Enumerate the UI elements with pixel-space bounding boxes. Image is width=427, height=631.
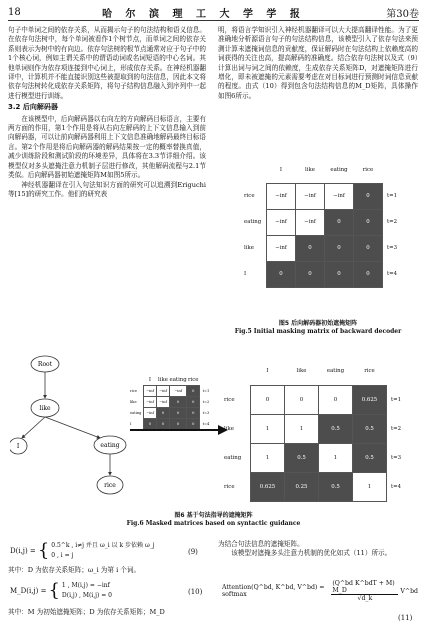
eq10-lhs: M_D(i,j) =	[10, 586, 47, 595]
matrix-cell: 0.625	[353, 385, 387, 414]
page-header	[8, 4, 419, 21]
eq9-lhs: D(i,j) =	[10, 546, 36, 555]
eq11-lhs: Attention(Q^bd, K^bd, V^bd) = softmax	[222, 584, 325, 598]
corner	[130, 375, 144, 385]
time-step: t=1	[391, 396, 402, 403]
col-header: like	[158, 376, 168, 383]
row-label: like	[224, 425, 234, 432]
matrix-cell: −inf	[144, 385, 157, 396]
matrix-cell: 0	[354, 261, 383, 287]
matrix-cell: −inf	[325, 183, 354, 209]
fig5-matrix	[244, 158, 411, 288]
para: 神经机器翻译在引入句法知识方面的研究可以追溯到Eriguchi等[15]的研究工作。他们的研究表	[8, 180, 206, 198]
para: 句子中单词之间的依存关系，从而揭示句子的句法结构和语义信息。在依存句法树中，每个单词被看作1个树节点，而单词之间的依存关系则表示为树中的有向边。依存句法树的根节点通常对应于句子中的1个核心词，例如主谓关系中的谓语动词或名词短语的中心名词。其他单词则作为依存项连接到中心词上，形成依存关系。在神经机器翻译中，计算机并不能直接识别这些被提取到的句法信息，因此本文将依存句法树转化成依存关系矩阵，将句子结构信息融入到序列中一起进行模型进行训练。	[8, 26, 206, 100]
left-column	[8, 26, 206, 199]
matrix-cell: −inf	[144, 396, 157, 407]
matrix-cell: −inf	[267, 235, 296, 261]
matrix-cell: 0	[296, 261, 325, 287]
transform-arrow	[130, 425, 230, 435]
corner	[244, 158, 267, 183]
matrix-cell: 1	[285, 414, 319, 443]
equation-11	[222, 580, 418, 602]
matrix-cell: −inf	[144, 407, 157, 418]
col-header: rice	[187, 376, 199, 383]
matrix-cell: 0.25	[285, 472, 319, 501]
matrix-cell: −inf	[267, 209, 296, 235]
equation-9: D(i,j) = { 0.5^k , i≠j 并且 ω_i 以 k 步依赖 ω_j 0 , i = j	[10, 540, 155, 561]
matrix-cell: 0	[296, 235, 325, 261]
matrix-cell: 0.5	[353, 414, 387, 443]
matrix-cell: 0	[157, 407, 170, 418]
matrix-cell: −inf	[170, 385, 187, 396]
matrix-cell: −inf	[267, 183, 296, 209]
col-header: eating	[330, 167, 348, 174]
eq11-frac-top: (Q^bd K^bdT + M) M_D	[331, 580, 398, 595]
col-header: like	[305, 167, 315, 174]
eq9-case1: 0.5^k , i≠j 并且 ω_i 以 k 步依赖 ω_j	[51, 541, 155, 549]
matrix-cell: 0.5	[319, 414, 353, 443]
para: 在该模型中，后向解码器以右向左的方向解码目标语言，主要有两方面的作用，第1个作用是将从右向左解码的上下文信息输入到前向解码器，可以让前向解码器利用上下文信息准确地解码最终目标语言。第2个作用是将后向解码器的解码结果按一定的概率替换真值，减少训练阶段和测试阶段的环境差异，具体将在3.3节详细介绍。该模型仅对多头遮掩注意力机制子层进行修改，其他解码流程与2.1节类似。后向解码器初始遮掩矩阵M如图5所示。	[8, 114, 206, 180]
eq10-number: (10)	[188, 588, 203, 596]
matrix-cell: 0	[187, 418, 200, 429]
row-label: eating	[130, 410, 142, 415]
col-header: I	[266, 367, 269, 374]
matrix-cell: 0	[267, 261, 296, 287]
time-step: t=2	[391, 425, 402, 432]
matrix-cell: 0	[170, 418, 187, 429]
corner	[224, 357, 251, 385]
col-header: rice	[362, 167, 374, 174]
tree-label-eating: eating	[100, 442, 120, 449]
col-header: rice	[364, 367, 375, 374]
matrix-cell: 0	[285, 385, 319, 414]
matrix-cell: 0	[187, 385, 200, 396]
eq10-note: 其中：M 为初始遮掩矩阵；D 为依存关系矩阵；M_D	[8, 608, 165, 616]
row-label: like	[130, 399, 137, 404]
tree-label-root: Root	[37, 361, 53, 368]
eq9-case2: 0 , i = j	[51, 551, 74, 559]
col-header: eating	[326, 367, 345, 374]
eq10-case2: D(i,j) , M(i,j) = 0	[61, 591, 112, 599]
matrix-cell: 0	[170, 407, 187, 418]
matrix-cell: −inf	[296, 183, 325, 209]
matrix-cell: 0	[187, 407, 200, 418]
fig5-caption-cn: 图5 后向解码器初始遮掩矩阵	[278, 320, 358, 327]
time-step: t=3	[391, 454, 402, 461]
col-header: I	[279, 167, 283, 174]
matrix-cell: 1	[353, 472, 387, 501]
fig6-caption-cn: 图6 基于句法指导的遮掩矩阵	[174, 512, 253, 519]
fig6-matrix	[224, 357, 420, 502]
tree-label-i: I	[16, 443, 20, 450]
matrix-cell: 0	[354, 235, 383, 261]
eq11-tail: V^bd	[400, 587, 418, 595]
time-step: t=1	[387, 193, 398, 199]
matrix-cell: 0	[251, 385, 285, 414]
row-label: eating	[244, 219, 262, 225]
section-heading: 3.2 后向解码器	[8, 103, 58, 112]
time-step: t=1	[202, 388, 210, 393]
time-step: t=2	[387, 219, 398, 225]
row-label: rice	[224, 483, 235, 490]
row-label: rice	[244, 193, 255, 199]
matrix-cell: 0.625	[251, 472, 285, 501]
time-step: t=4	[387, 271, 398, 277]
eq11-frac-bot: √d_k	[357, 595, 373, 602]
matrix-cell: 0	[354, 183, 383, 209]
matrix-cell: 0	[187, 396, 200, 407]
tree-label-rice: rice	[104, 482, 116, 489]
right-bottom	[218, 540, 418, 559]
matrix-cell: −inf	[296, 209, 325, 235]
time-step: t=3	[387, 245, 398, 251]
para: 为结合句法信息的遮掩矩阵。	[218, 540, 304, 548]
volume: 第30卷	[386, 8, 419, 20]
matrix-cell: 0.5	[353, 443, 387, 472]
time-step: t=3	[202, 410, 210, 415]
matrix-cell: 0	[144, 418, 157, 429]
fig6-caption-en: Fig.6 Masked matrices based on syntactic guidance	[126, 520, 301, 527]
matrix-cell: 0.5	[319, 472, 353, 501]
equation-10: M_D(i,j) = { 1 , M(i,j) = −inf D(i,j) , M(i,j) = 0	[10, 580, 112, 601]
journal-title: 哈 尔 滨 理 工 大 学 学 报	[102, 8, 305, 20]
page-number: 18	[8, 6, 21, 18]
para: 该模型对遮掩多头注意力机制的优化如式（11）所示。	[231, 549, 392, 558]
eq11-number: (11)	[398, 614, 413, 622]
row-label: rice	[224, 396, 235, 403]
para: 明，将语言学知识引入神经机器翻译可以大大提高翻译性能。为了更准确地分析源语言句子的句法结构信息，该模型引入了依存句法来预测计算未遮掩词信息的贡献度，保证解码时在句法结构上依赖度高的词获得的关注也高，提高解码的准确度。结合依存句法树以及式（9）计算出词与词之间的依赖度，生成依存关系矩阵D，对遮掩矩阵进行增化，即未被遮掩的元素需要考虑在对目标词进行预测时词信息贡献的程度。由式（10）得到包含句法结构信息的M_D矩阵，具体操作如图6所示。	[218, 26, 418, 100]
col-header: eating	[169, 376, 187, 383]
matrix-cell: 0	[325, 209, 354, 235]
time-step: t=4	[202, 421, 210, 426]
fig5-caption-en: Fig.5 Initial masking matrix of backward decoder	[234, 328, 402, 335]
matrix-cell: 0	[354, 209, 383, 235]
matrix-cell: −inf	[157, 396, 170, 407]
eq9-number: (9)	[188, 548, 198, 556]
matrix-cell: −inf	[157, 385, 170, 396]
row-label: I	[130, 421, 132, 426]
col-header: like	[296, 367, 307, 374]
row-label: eating	[224, 454, 242, 461]
time-step: t=2	[202, 399, 210, 404]
row-label: I	[244, 271, 247, 277]
matrix-cell: 0	[170, 396, 187, 407]
matrix-cell: 1	[319, 443, 353, 472]
row-label: like	[244, 245, 254, 251]
matrix-cell: 0	[319, 385, 353, 414]
matrix-cell: 1	[251, 443, 285, 472]
col-header: I	[148, 376, 152, 383]
tree-label-like: like	[39, 405, 51, 412]
matrix-cell: 0.5	[285, 443, 319, 472]
eq9-note: 其中：D 为依存关系矩阵；ω_i 为第 i 个词。	[8, 566, 141, 574]
time-step: t=4	[391, 483, 402, 490]
matrix-cell: 0	[325, 235, 354, 261]
matrix-cell: 1	[251, 414, 285, 443]
eq10-case1: 1 , M(i,j) = −inf	[61, 581, 110, 589]
matrix-cell: 0	[325, 261, 354, 287]
right-column	[218, 26, 418, 101]
fig6-small-matrix	[130, 375, 212, 430]
row-label: rice	[130, 388, 138, 393]
matrix-cell: 0	[157, 418, 170, 429]
